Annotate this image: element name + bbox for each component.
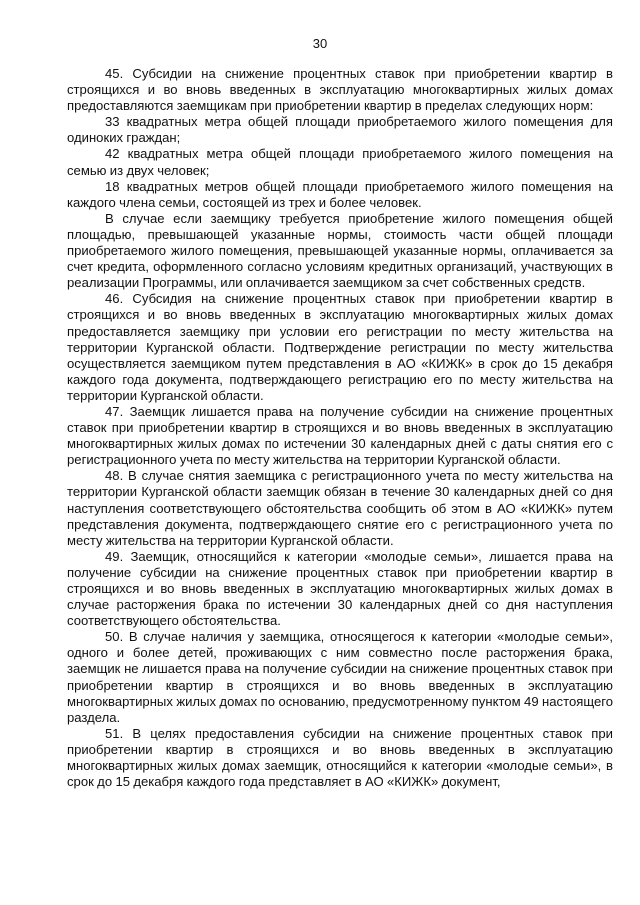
paragraph-49: 49. Заемщик, относящийся к категории «молодые семьи», лишается права на получение субсидии на снижение процентных ставок при приобретении квартир в строящихся и во вновь введенных в эксплуатацию многоквартирных жилых домах в случае расторжения брака по истечении 30 календарных дней со дня наступления соответствующего обстоятельства. — [67, 548, 613, 629]
page-number: 30 — [312, 36, 328, 51]
paragraph-50: 50. В случае наличия у заемщика, относящегося к категории «молодые семьи», одного и более детей, проживающих с ним совместно после расторжения брака, заемщик не лишается права на получение субсидии на снижение процентных ставок при приобретении квартир в строящихся и во вновь введенных в эксплуатацию многоквартирных жилых домах по основанию, предусмотренному пунктом 49 настоящего раздела. — [67, 629, 613, 725]
paragraph-48: 48. В случае снятия заемщика с регистрационного учета по месту жительства на территории Курганской области заемщик обязан в течение 30 календарных дней со дня наступления соответствующего обстоятельства сообщить об этом в АО «КИЖК» путем представления документа, подтверждающего снятие его с регистрационного учета по месту жительства на территории Курганской области. — [67, 468, 613, 548]
paragraph-51: 51. В целях предоставления субсидии на снижение процентных ставок при приобретении квартир в строящихся и во вновь введенных в эксплуатацию многоквартирных жилых домах заемщик, относящийся к категории «молодые семьи», в срок до 15 декабря каждого года представляет в АО «КИЖК» документ, — [67, 725, 613, 790]
document-body — [67, 66, 613, 790]
norm-family-of-two: 42 квадратных метра общей площади приобретаемого жилого помещения на семью из двух человек; — [67, 146, 613, 178]
norm-family-of-three-or-more: 18 квадратных метров общей площади приобретаемого жилого помещения на каждого члена семьи, состоящей из трех и более человек. — [67, 178, 613, 210]
paragraph-excess-area: В случае если заемщику требуется приобретение жилого помещения общей площадью, превышающей указанные нормы, стоимость части общей площади приобретаемого жилого помещения, превышающей указанные нормы, оплачивается за счет кредита, оформленного согласно условиям кредитных организаций, участвующих в реализации Программы, или оплачивается заемщиком за счет собственных средств. — [67, 210, 613, 291]
norm-single-citizens: 33 квадратных метра общей площади приобретаемого жилого помещения для одиноких граждан; — [67, 114, 613, 146]
paragraph-45: 45. Субсидии на снижение процентных ставок при приобретении квартир в строящихся и во вновь введенных в эксплуатацию многоквартирных жилых домах предоставляются заемщикам при приобретении квартир в пределах следующих норм: — [67, 66, 613, 114]
paragraph-47: 47. Заемщик лишается права на получение субсидии на снижение процентных ставок при приобретении квартир в строящихся и во вновь введенных в эксплуатацию многоквартирных жилых домах по истечении 30 календарных дней с даты снятия его с регистрационного учета по месту жительства на территории Курганской области. — [67, 403, 613, 468]
paragraph-46: 46. Субсидия на снижение процентных ставок при приобретении квартир в строящихся и во вновь введенных в эксплуатацию многоквартирных жилых домах предоставляется заемщику при условии его регистрации по месту жительства на территории Курганской области. Подтверждение регистрации по месту жительства осуществляется заемщиком путем представления в АО «КИЖК» в срок до 15 декабря каждого года документа, подтверждающего регистрацию его по месту жительства на территории Курганской области. — [67, 291, 613, 403]
